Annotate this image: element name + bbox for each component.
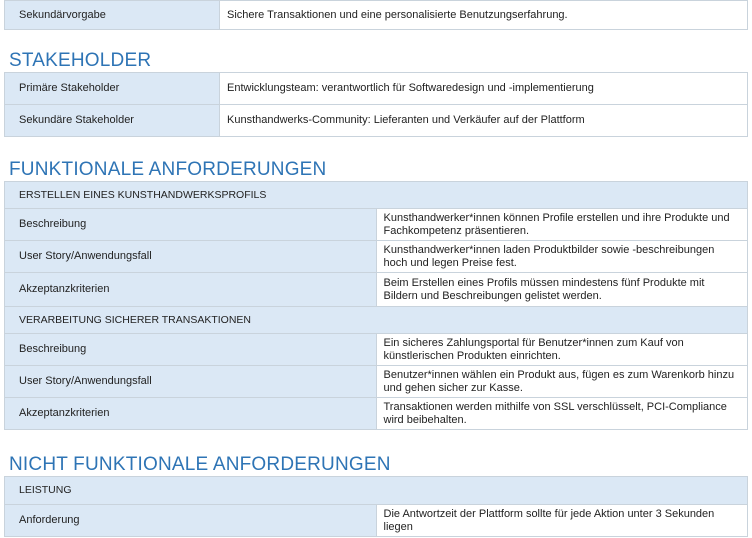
nonfunctional-table: [4, 476, 748, 537]
group-row: [5, 477, 748, 505]
row-label: Primäre Stakeholder: [5, 73, 220, 105]
table-row: [5, 334, 748, 366]
nonfunctional-heading: NICHT FUNKTIONALE ANFORDERUNGEN: [9, 454, 391, 475]
table-row: [5, 105, 748, 137]
table-row: [5, 73, 748, 105]
row-value: Kunsthandwerker*innen können Profile erstellen und ihre Produkte und Fachkompetenz präsentieren.: [376, 209, 748, 241]
top-table: [4, 0, 748, 30]
row-value: Benutzer*innen wählen ein Produkt aus, fügen es zum Warenkorb hinzu und gehen sicher zur Kasse.: [376, 366, 748, 398]
row-label: Akzeptanzkriterien: [5, 398, 377, 430]
row-label: Sekundäre Stakeholder: [5, 105, 220, 137]
functional-table: [4, 181, 748, 430]
table-row: [5, 505, 748, 537]
row-label: Akzeptanzkriterien: [5, 273, 377, 307]
group-title: VERARBEITUNG SICHERER TRANSAKTIONEN: [5, 307, 748, 334]
table-row: [5, 1, 748, 30]
row-label: User Story/Anwendungsfall: [5, 366, 377, 398]
stakeholder-table: [4, 72, 748, 137]
row-value: Sichere Transaktionen und eine personalisierte Benutzungserfahrung.: [220, 1, 748, 30]
row-value: Kunsthandwerks-Community: Lieferanten und Verkäufer auf der Plattform: [220, 105, 748, 137]
row-value: Kunsthandwerker*innen laden Produktbilder sowie -beschreibungen hoch und legen Preise fest.: [376, 241, 748, 273]
group-title: LEISTUNG: [5, 477, 748, 505]
row-value: Transaktionen werden mithilfe von SSL verschlüsselt, PCI-Compliance wird beibehalten.: [376, 398, 748, 430]
row-value: Die Antwortzeit der Plattform sollte für jede Aktion unter 3 Sekunden liegen: [376, 505, 748, 537]
row-label: Sekundärvorgabe: [5, 1, 220, 30]
group-row: [5, 307, 748, 334]
row-label: Anforderung: [5, 505, 377, 537]
row-value: Entwicklungsteam: verantwortlich für Softwaredesign und -implementierung: [220, 73, 748, 105]
row-label: Beschreibung: [5, 334, 377, 366]
row-label: User Story/Anwendungsfall: [5, 241, 377, 273]
table-row: [5, 273, 748, 307]
group-row: [5, 182, 748, 209]
functional-heading: FUNKTIONALE ANFORDERUNGEN: [9, 159, 327, 180]
row-value: Beim Erstellen eines Profils müssen mindestens fünf Produkte mit Bildern und Beschreibungen gelistet werden.: [376, 273, 748, 307]
group-title: ERSTELLEN EINES KUNSTHANDWERKSPROFILS: [5, 182, 748, 209]
table-row: [5, 398, 748, 430]
stakeholder-heading: STAKEHOLDER: [9, 50, 152, 71]
table-row: [5, 209, 748, 241]
row-value: Ein sicheres Zahlungsportal für Benutzer*innen zum Kauf von künstlerischen Produkten einrichten.: [376, 334, 748, 366]
table-row: [5, 366, 748, 398]
row-label: Beschreibung: [5, 209, 377, 241]
table-row: [5, 241, 748, 273]
